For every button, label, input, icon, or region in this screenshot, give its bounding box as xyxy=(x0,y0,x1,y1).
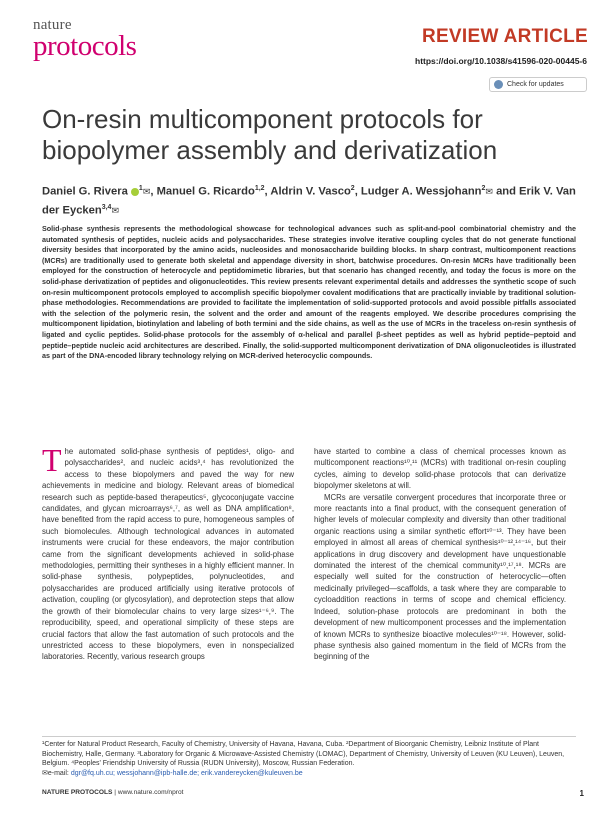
check-for-updates-label: Check for updates xyxy=(507,81,564,88)
body-column-left xyxy=(42,442,294,663)
author-affil: 3,4 xyxy=(101,203,112,211)
author-list xyxy=(42,181,582,218)
affiliations xyxy=(42,740,576,778)
logo-line-nature: nature xyxy=(33,17,72,33)
orcid-icon[interactable] xyxy=(131,188,139,196)
footnote-divider xyxy=(42,736,576,737)
author-separator: , xyxy=(354,185,361,198)
body-paragraph: have started to combine a class of chemical processes known as multicomponent reactions¹⁰,¹¹ (MCRs) with traditional on-resin coupling cycles, aiming to develop solid-phase protocols that can derivatize biopolymer skeletons at will. xyxy=(314,447,566,491)
article-type: REVIEW ARTICLE xyxy=(421,26,588,47)
logo-line-protocols: protocols xyxy=(33,30,137,62)
article-title: On-resin multicomponent protocols for biopolymer assembly and derivatization xyxy=(42,104,498,165)
abstract: Solid-phase synthesis represents the methodological showcase for technological advances such as split-and-pool combinatorial chemistry and the automated synthesis of peptides, nucleic acids and polysaccharides. These strategies involve iterative coupling cycles that do not generate functional diversity besides that incorporated by the amino acids, nucleosides and monosaccharide building blocks. In sharp contrast, multicomponent reactions (MCRs) are traditionally used to generate both skeletal and appendage diversity in short, batchwise procedures. On-resin MCRs have traditionally been employed for the construction of heterocycle and peptidomimetic libraries, but that scenario has changed recently, and today the focus is more on the solid-phase derivatization of peptides and oligonucleotides. This review presents relevant experimental details and addresses the synthetic scope of such on-resin multicomponent protocols employed to accomplish specific biopolymer covalent modifications that are practically inviable by traditional solution-phase methodologies. Recommendations are provided to facilitate the implementation of solid-supported protocols and avoid possible pitfalls associated with the selection of the polymeric resin, the solvent and the order and amount of the reagents employed. We describe procedures comprising the multicomponent lipidation, biotinylation and labeling of both termini and the side chains, as well as the use of MCRs in the traceless on-resin synthesis of ligated and cyclic peptides. Solid-phase protocols for the assembly of α-helical and parallel β-sheet peptides as well as hybrid peptide–peptoid and peptide–peptide nucleic acid architectures are described. Finally, the solid-supported multicomponent derivatization of DNA oligonucleotides is illustrated as part of the DNA-encoded library technology relying on MCR-derived heterocyclic compounds. xyxy=(42,224,576,361)
author-name[interactable]: Daniel G. Rivera xyxy=(42,185,128,198)
body-paragraph xyxy=(42,442,294,663)
page-footer xyxy=(42,789,183,796)
author-name[interactable]: Manuel G. Ricardo xyxy=(156,185,255,198)
author-separator: , xyxy=(150,185,157,198)
author-affil: 1,2 xyxy=(254,185,265,192)
journal-logo xyxy=(33,17,137,62)
body-paragraph: MCRs are versatile convergent procedures that incorporate three or more reactants into a final product, with the consequent generation of higher levels of molecular complexity and diversity than other traditional organic reactions using a similar synthetic effort¹⁰⁻¹³. They have been employed in almost all areas of chemical synthesis¹⁰⁻¹²,¹⁴⁻¹⁶, but their applications in drug discovery and development have unquestionable dominated the interest of the chemical community¹⁰,¹⁷,¹⁸. MCRs are especially well suited for the construction of heterocyclic—often medicinally privileged—scaffolds, a task where they are comparable to cycloaddition reactions in terms of scope and chemical efficiency. Indeed, solution-phase protocols are predominant in both the development of new multicomponent processes and the implementation of known MCRs to synthesize bioactive molecules¹⁰⁻¹⁸. However, solid-phase synthesis also gained momentum in the field of MCRs from the beginning of the xyxy=(314,492,566,662)
doi-link[interactable]: https://doi.org/10.1038/s41596-020-00445-6 xyxy=(415,56,587,66)
author-affil: 1 xyxy=(138,185,143,192)
envelope-icon[interactable]: ✉ xyxy=(142,186,151,197)
envelope-icon[interactable]: ✉ xyxy=(111,205,119,216)
page-number: 1 xyxy=(579,789,584,798)
email-label: ✉e-mail: xyxy=(42,769,69,777)
drop-cap: T xyxy=(42,442,62,478)
check-for-updates-button[interactable] xyxy=(489,77,587,92)
footer-journal: NATURE PROTOCOLS xyxy=(42,789,113,796)
body-column-right xyxy=(314,446,566,663)
envelope-icon[interactable]: ✉ xyxy=(485,186,493,197)
author-affil: 2 xyxy=(350,185,355,192)
email-links[interactable]: dgr@fq.uh.cu; wessjohann@ipb-halle.de; erik.vandereycken@kuleuven.be xyxy=(70,769,303,777)
author-name[interactable]: and Erik V. Van der Eycken xyxy=(42,185,576,217)
author-name[interactable]: Ludger A. Wessjohann xyxy=(360,185,482,198)
crossmark-icon xyxy=(494,80,503,89)
body-text: he automated solid-phase synthesis of peptides¹, oligo- and polysaccharides², and nucleic acids³,⁴ has revolutionized the access to these biopolymers and paved the way for new achievements in medicine and biology. Relevant areas of biomedical research such as peptide-based therapeutics⁵, glycoconjugate vaccine candidates, and glycan microarrays⁶,⁷, as well as DNA amplification⁸, have benefited from the rapid access to pure, homogeneous samples of such biomolecules. Although technological advances in automated instruments were crucial for these endeavors, the major contribution came from the significant developments achieved in solid-phase methodologies, permitting their syntheses in a highly efficient manner. In solid-phase synthesis, polypeptides, polynucleotides, and polysaccharides are produced artificially using iterative protocols of activation, coupling (or glycosylation), and deprotection steps that allow the growth of their biomolecular chains to very large sizes¹⁻⁶,⁹. The reproducibility, speed, and operational simplicity of these steps are crucial factors that allow the fast automation of such protocols and the unrestricted access to these biopolymers, even in nonspecialized laboratories. Recently, various research groups xyxy=(42,447,294,662)
affiliation-text: ¹Center for Natural Product Research, Faculty of Chemistry, University of Havana, Havana, Cuba. ²Department of Bioorganic Chemistry, Leibniz Institute of Plant Biochemistry, Halle, Germany. ³Laboratory for Organic & Microwave-Assisted Chemistry (LOMAC), Department of Chemistry, University of Leuven (KU Leuven), Leuven, Belgium. ⁴Peoples' Friendship University of Russia (RUDN University), Moscow, Russian Federation. xyxy=(42,741,565,768)
author-affil: 2 xyxy=(481,185,486,192)
author-separator: , xyxy=(264,185,271,198)
author-name[interactable]: Aldrin V. Vasco xyxy=(270,185,351,198)
footer-url[interactable]: | www.nature.com/nprot xyxy=(112,789,184,796)
